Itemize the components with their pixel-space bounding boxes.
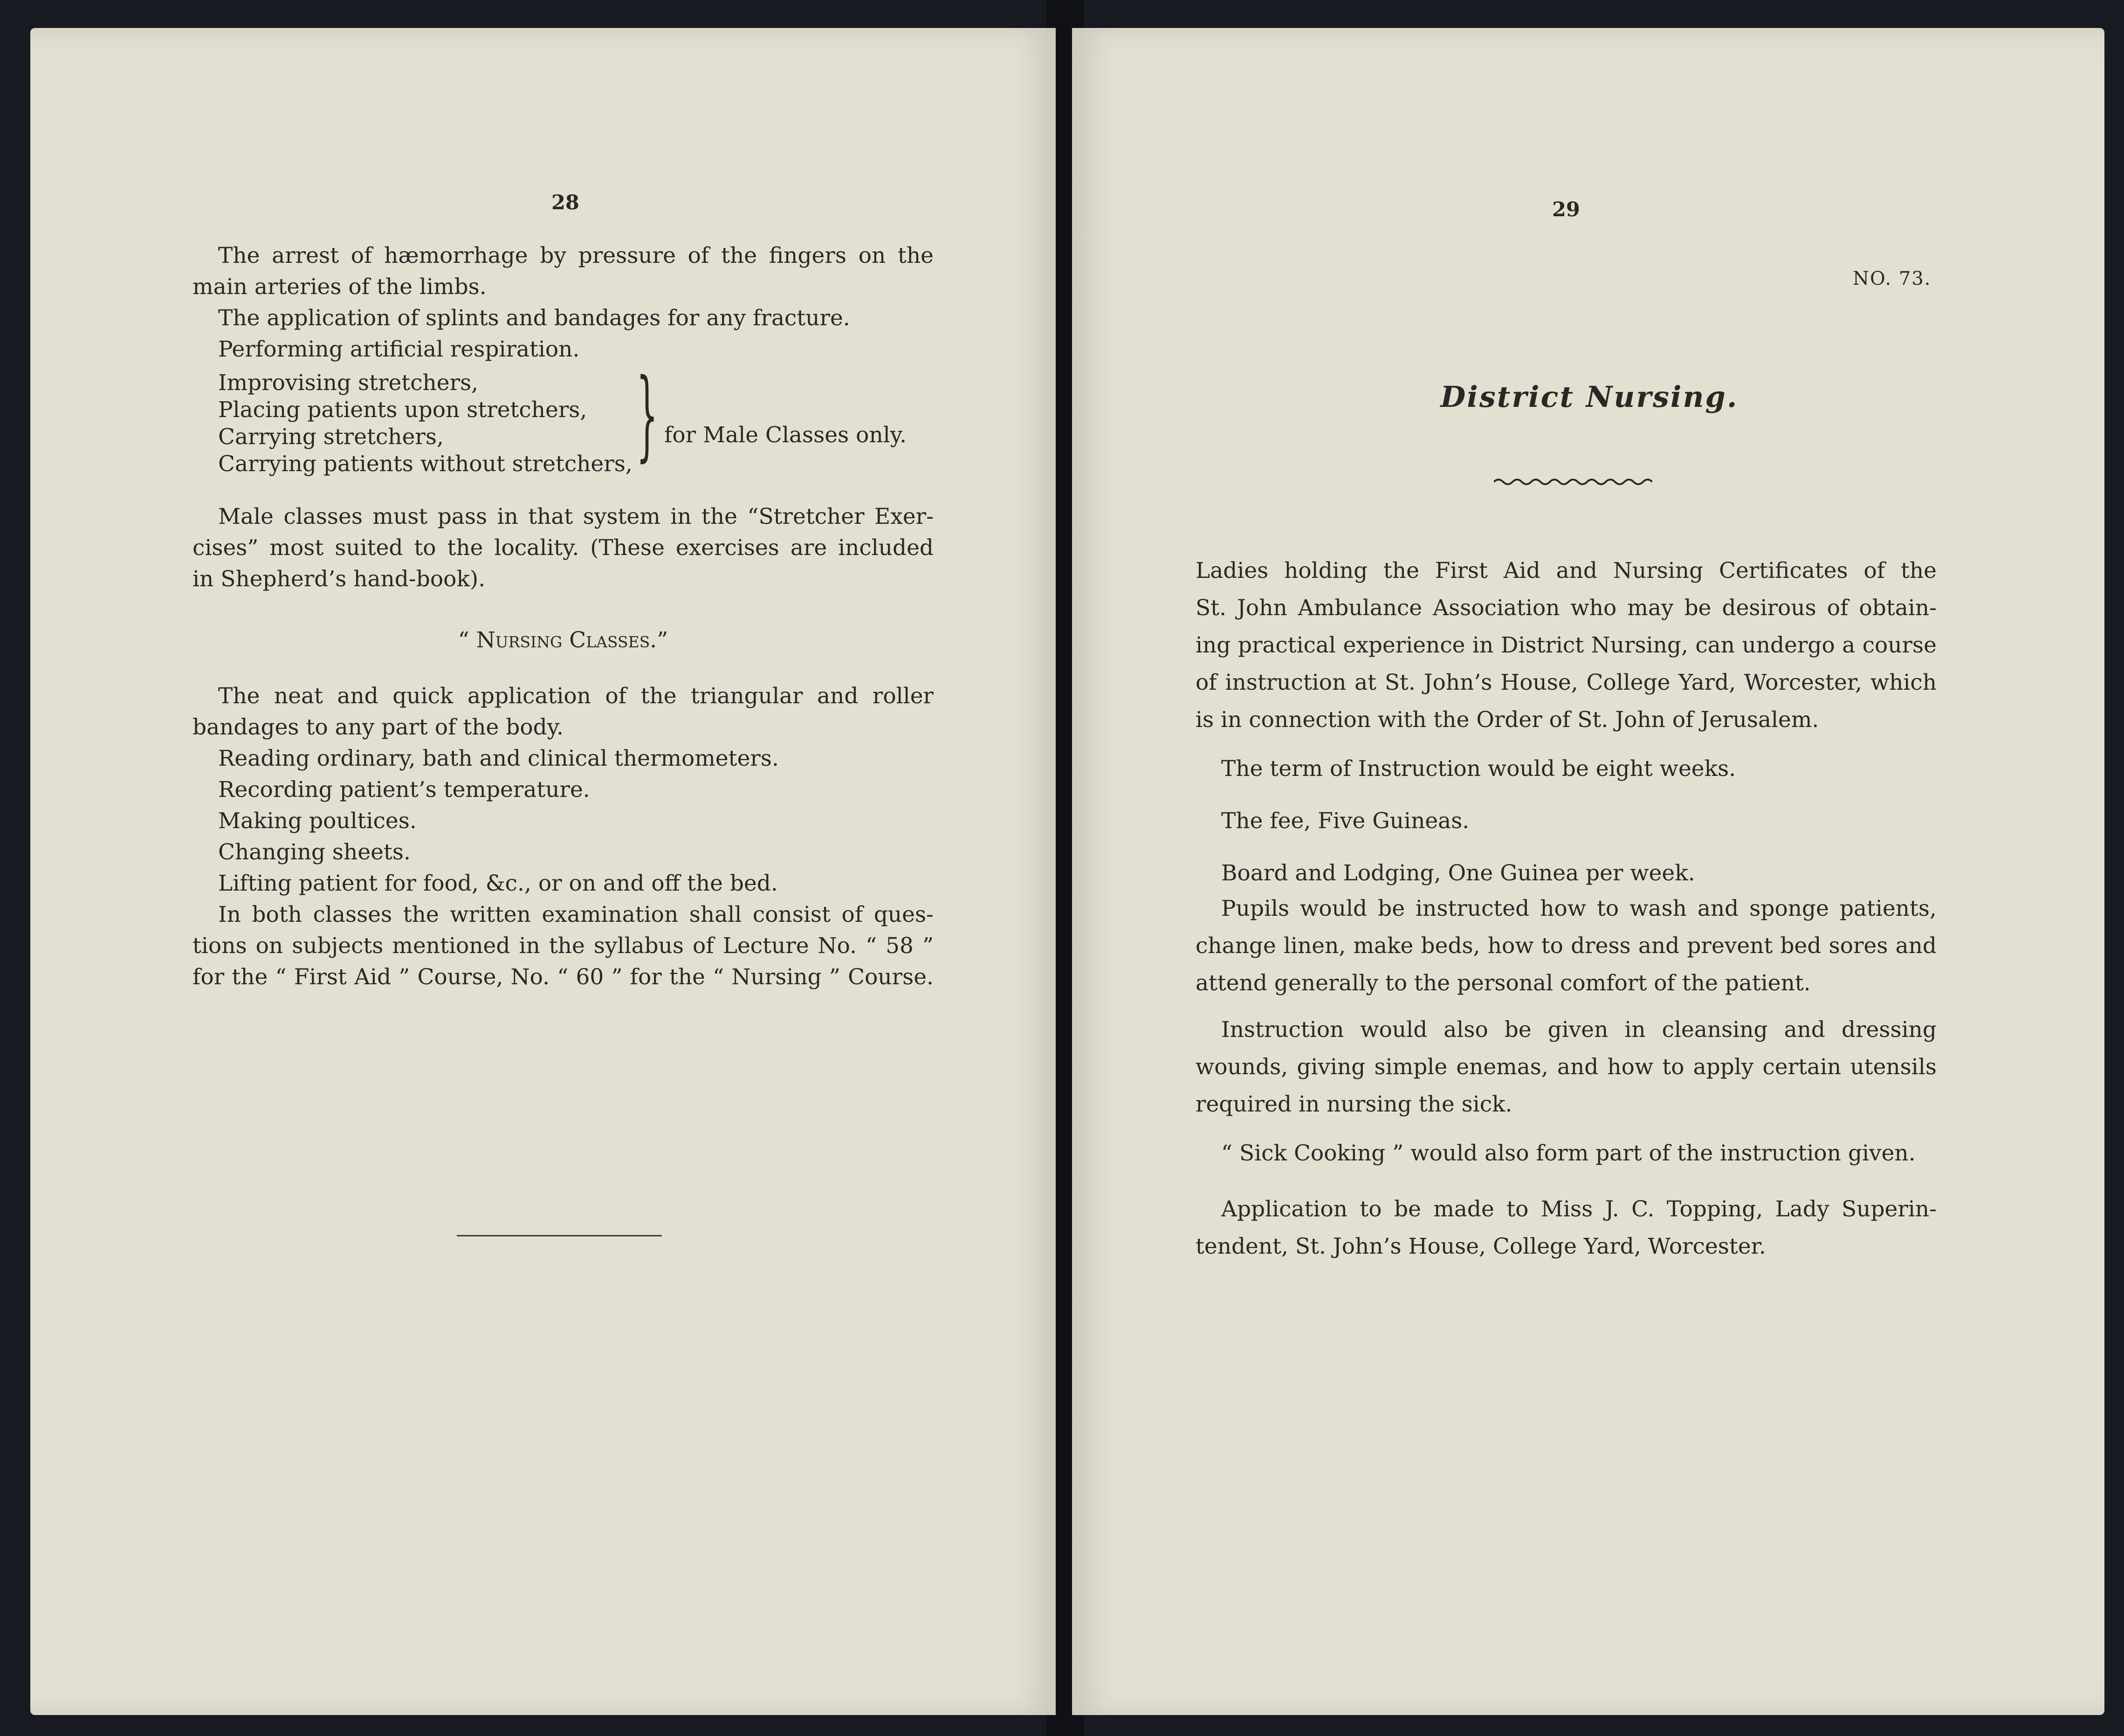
text-line: in Shepherd’s hand-book). bbox=[192, 566, 486, 592]
text-line: Performing artificial respiration. bbox=[218, 336, 580, 362]
page-number-left: 28 bbox=[551, 191, 579, 214]
text-line: tendent, St. John’s House, College Yard, Worcester. bbox=[1196, 1234, 1766, 1259]
wavy-ornament bbox=[1494, 475, 1652, 488]
bracket-label: for Male Classes only. bbox=[664, 422, 907, 448]
text-line: required in nursing the sick. bbox=[1196, 1091, 1512, 1117]
text-line: “ Sick Cooking ” would also form part of the instruction given. bbox=[1221, 1140, 1916, 1166]
text-line: change linen, make beds, how to dress and prevent bed sores and bbox=[1196, 933, 1937, 959]
text-line: cises” most suited to the locality. (These exercises are included bbox=[192, 535, 934, 561]
pupils-paragraph bbox=[1196, 890, 1937, 1002]
text-line: tions on subjects mentioned in the syllabus of Lecture No. “ 58 ” bbox=[192, 933, 934, 959]
instruction-paragraph bbox=[1196, 1011, 1937, 1123]
cooking-line bbox=[1196, 1135, 1937, 1172]
list-item: Carrying patients without stretchers, bbox=[218, 451, 632, 477]
text-line: In both classes the written examination shall consist of ques- bbox=[218, 902, 934, 927]
text-line: Ladies holding the First Aid and Nursing Certificates of the bbox=[1196, 558, 1937, 583]
right-page bbox=[1072, 28, 2104, 1715]
text-line: for the “ First Aid ” Course, No. “ 60 ” for the “ Nursing ” Course. bbox=[192, 964, 934, 990]
text-line: The application of splints and bandages for any fracture. bbox=[218, 305, 850, 331]
male-classes-paragraph bbox=[192, 501, 934, 595]
text-line: Male classes must pass in that system in the “Stretcher Exer- bbox=[218, 504, 934, 529]
end-rule bbox=[457, 1235, 662, 1236]
text-line: Lifting patient for food, &c., or on and off the bed. bbox=[218, 871, 778, 896]
text-line: Changing sheets. bbox=[218, 839, 411, 865]
text-line: Pupils would be instructed how to wash and sponge patients, bbox=[1221, 896, 1937, 921]
text-line: Board and Lodging, One Guinea per week. bbox=[1221, 860, 1695, 886]
text-line: Reading ordinary, bath and clinical thermometers. bbox=[218, 746, 779, 771]
text-line bbox=[1196, 552, 1937, 590]
text-line: ing practical experience in District Nursing, can undergo a course bbox=[1196, 632, 1937, 658]
list-item: Placing patients upon stretchers, bbox=[218, 397, 587, 423]
text-line: Application to be made to Miss J. C. Topping, Lady Superin- bbox=[1221, 1196, 1937, 1222]
ladies-paragraph bbox=[1196, 552, 1937, 739]
text-line: is in connection with the Order of St. John of Jerusalem. bbox=[1196, 707, 1819, 733]
text-line: St. John Ambulance Association who may be desirous of obtain- bbox=[1196, 595, 1937, 621]
application-paragraph bbox=[1196, 1191, 1937, 1265]
list-item: Improvising stretchers, bbox=[218, 370, 479, 396]
text-line: main arteries of the limbs. bbox=[192, 274, 487, 300]
text-line: The fee, Five Guineas. bbox=[1221, 808, 1470, 834]
nursing-classes-heading: “ Nursing Classes.” bbox=[458, 627, 668, 653]
reference-number: NO. 73. bbox=[1853, 268, 1932, 289]
text-line: Recording patient’s temperature. bbox=[218, 777, 590, 803]
left-page bbox=[30, 28, 1056, 1715]
nursing-classes-list bbox=[192, 680, 934, 993]
page-number-right: 29 bbox=[1552, 198, 1580, 221]
text-line: The neat and quick application of the triangular and roller bbox=[218, 683, 934, 709]
text-line: attend generally to the personal comfort of the patient. bbox=[1196, 970, 1811, 996]
text-line: of instruction at St. John’s House, College Yard, Worcester, which bbox=[1196, 670, 1937, 695]
text-line: The term of Instruction would be eight weeks. bbox=[1221, 756, 1736, 782]
terms-block bbox=[1196, 750, 1937, 892]
stretcher-list bbox=[218, 370, 638, 478]
curly-brace: } bbox=[636, 357, 658, 472]
left-top-lines bbox=[192, 240, 934, 365]
text-line: Making poultices. bbox=[218, 808, 417, 834]
text-line: Instruction would also be given in cleansing and dressing bbox=[1221, 1017, 1937, 1043]
text-line: bandages to any part of the body. bbox=[192, 714, 564, 740]
text-line: The arrest of hæmorrhage by pressure of the fingers on the bbox=[218, 243, 934, 268]
list-item: Carrying stretchers, bbox=[218, 424, 444, 450]
text-line: wounds, giving simple enemas, and how to apply certain utensils bbox=[1196, 1054, 1937, 1080]
page-title: District Nursing. bbox=[1440, 380, 1739, 414]
